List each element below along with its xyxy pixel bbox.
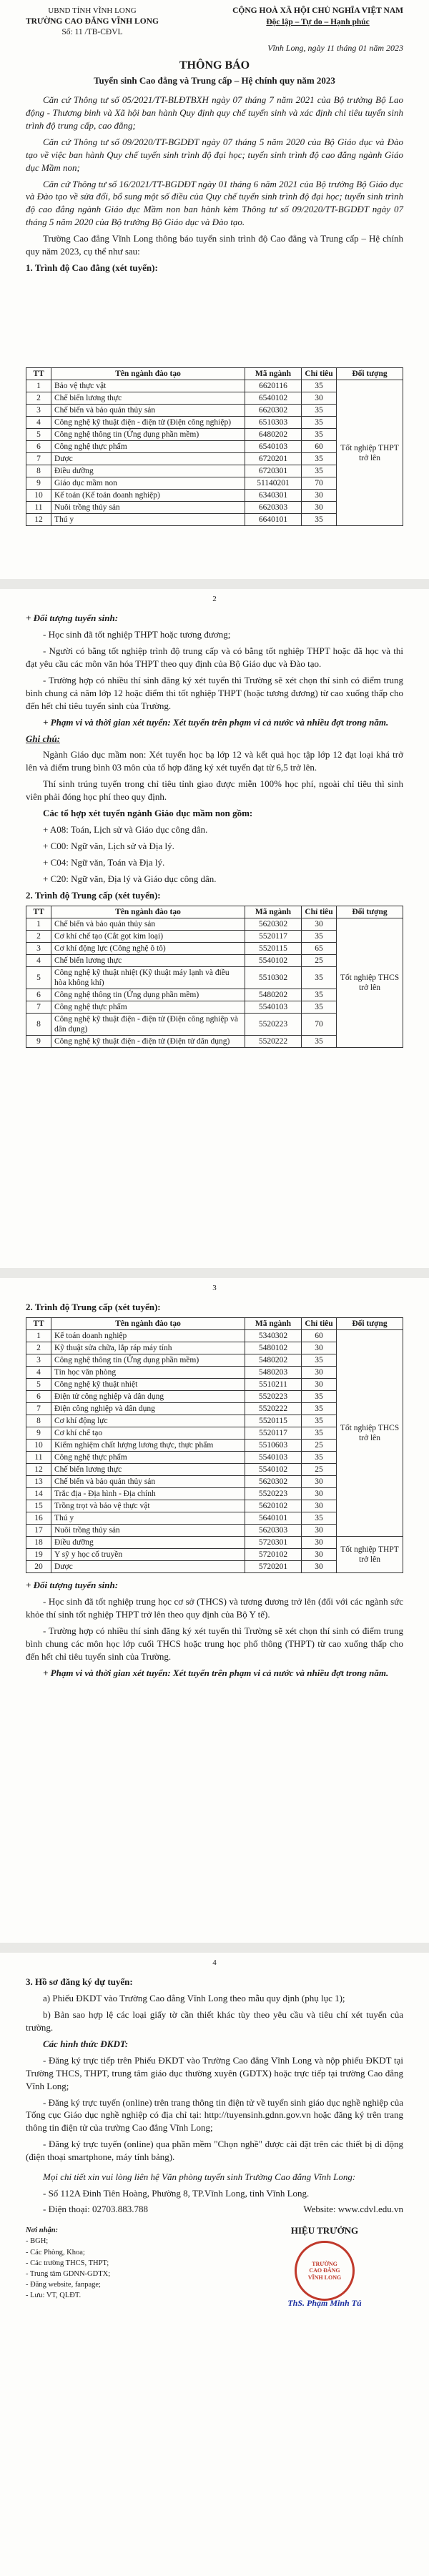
scope-line: + Phạm vi và thời gian xét tuyển: Xét tuyển trên phạm vi cả nước và nhiều đợt trong năm. [43,716,389,728]
page-2 [0,589,429,1268]
cell-code: 5520115 [245,1415,302,1427]
cell-major: Chế biến và bảo quản thủy sản [51,918,245,930]
cell-code: 5540102 [245,954,302,966]
cell-tt: 8 [26,1013,51,1035]
recipients-block [26,2225,110,2309]
method-3: - Đăng ký trực tuyến (online) qua phần mềm "Chọn nghề" được cài đặt trên các thiết bị di động (điện thoại smartphone, máy tính bảng). [26,2139,403,2163]
cell-quota: 60 [302,441,337,453]
cell-tt: 8 [26,1415,51,1427]
cell-quota: 25 [302,1440,337,1452]
cell-quota: 30 [302,1367,337,1379]
eligibility-1: - Học sinh đã tốt nghiệp trung học cơ sở (THCS) và tương đương trở lên (đối với các ngành sức khỏe thí sinh tốt nghiệp THPT trở lên theo quy định của Bộ Y tế). [26,1596,403,1620]
cell-tt: 6 [26,1391,51,1403]
cell-quota: 35 [302,1415,337,1427]
signer-block [246,2225,403,2309]
cell-code: 5480102 [245,1342,302,1354]
note-1: Ngành Giáo dục mầm non: Xét tuyển học bạ lớp 12 và kết quả học tập lớp 12 đạt loại khá trở lên và điểm trung bình 03 môn của tổ hợp đăng ký xét tuyển đạt từ 6,5 trở lên. [26,749,403,773]
table-row [26,380,403,392]
cell-quota: 35 [302,966,337,989]
cell-major: Bảo vệ thực vật [51,380,245,392]
col-quota: Chỉ tiêu [302,906,337,918]
cell-tt: 10 [26,1440,51,1452]
cell-tt: 4 [26,417,51,429]
table-row [26,1329,403,1342]
cell-major: Công nghệ kỹ thuật nhiệt (Kỹ thuật máy lạnh và điều hòa không khí) [51,966,245,989]
cell-tt: 8 [26,465,51,477]
document-number: Số: 11 /TB-CĐVL [61,28,123,37]
method-2: - Đăng ký trực tuyến (online) trên trang thông tin điện tử về tuyển sinh giáo dục nghề nghiệp của Tổng cục Giáo dục nghề nghiệp có địa chỉ tại: http://tuyensinh.gdnn.gov.vn hoặc đăng ký trên trang thông tin điện tử của trường Cao đẳng Vĩnh Long; [26,2096,403,2134]
cell-quota: 35 [302,453,337,465]
cell-major: Công nghệ kỹ thuật điện - điện tử (Điện tử dân dụng) [51,1035,245,1047]
cell-tt: 9 [26,1427,51,1440]
eligibility-3: - Trường hợp có nhiều thí sinh đăng ký xét tuyển thì Trường sẽ xét chọn thí sinh có điểm trung bình chung cả năm lớp 12 hoặc điểm thi tốt nghiệp THPT (hoặc tương đương) từ cao xuống thấp cho đến hết chỉ tiêu tuyển sinh của Trường. [26,674,403,711]
page-1-table [0,365,429,579]
eligibility-heading: + Đối tượng tuyển sinh: [26,613,119,623]
legal-basis-3: Căn cứ Thông tư số 16/2021/TT-BGDĐT ngày 01 tháng 6 năm 2021 của Bộ trưởng Bộ Giáo dục và Đào tạo về sửa đổi, bổ sung một số điều của Quy chế tuyển sinh trình độ đại học; tuyển sinh trình độ cao đẳng ngành Giáo dục Mầm non ban hành kèm Thông tư số 09/2020/TT-BGDĐT ngày 07 tháng 5 năm 2020 của Bộ trưởng Bộ Giáo dục và Đào tạo. [26,178,403,228]
cell-code: 6340301 [245,490,302,502]
cell-code: 6540102 [245,392,302,405]
cell-code: 5620102 [245,1500,302,1512]
cell-tt: 7 [26,1001,51,1013]
recipient-item: - Lưu: VT, QLĐT. [26,2292,82,2300]
legal-basis-2: Căn cứ Thông tư số 09/2020/TT-BGDĐT ngày 07 tháng 5 năm 2020 của Bộ Giáo dục và Đào tạo về việc ban hành Quy chế tuyển sinh trình độ đại học; tuyển sinh trình độ cao đẳng ngành Giáo dục Mầm non; [26,136,403,173]
cell-target: Tốt nghiệp THCS trở lên [337,918,403,1047]
col-major: Tên ngành đào tạo [51,1317,245,1329]
cell-tt: 10 [26,490,51,502]
section-2-heading: 2. Trình độ Trung cấp (xét tuyển): [26,889,161,901]
cell-major: Cơ khí động lực (Công nghệ ô tô) [51,942,245,954]
eligibility-2: - Trường hợp có nhiều thí sinh đăng ký xét tuyển thì Trường sẽ xét chọn thí sinh có điểm trung bình chung các môn học lớp cuối THCS hoặc trung học phổ thông (THPT) từ cao xuống thấp cho đến hết chỉ tiêu tuyển sinh của Trường. [26,1625,403,1662]
cell-quota: 35 [302,380,337,392]
cell-major: Tin học văn phòng [51,1367,245,1379]
cell-code: 5520223 [245,1488,302,1500]
cell-major: Nuôi trồng thủy sản [51,502,245,514]
cell-major: Điện tử công nghiệp và dân dụng [51,1391,245,1403]
cell-tt: 1 [26,380,51,392]
contact-row [26,2204,403,2215]
cell-quota: 30 [302,1549,337,1561]
cell-code: 5620303 [245,1525,302,1537]
cell-code: 6720201 [245,453,302,465]
cell-quota: 30 [302,392,337,405]
cell-major: Công nghệ thông tin (Ứng dụng phần mềm) [51,1354,245,1366]
cell-quota: 35 [302,1403,337,1415]
cell-tt: 6 [26,989,51,1001]
cell-major: Chế biến lương thực [51,954,245,966]
cell-code: 5720102 [245,1549,302,1561]
col-tt: TT [26,906,51,918]
cell-quota: 30 [302,1488,337,1500]
combos-heading: Các tổ hợp xét tuyển ngành Giáo dục mầm non gồm: [43,808,253,819]
cell-quota: 70 [302,1013,337,1035]
cell-code: 5480202 [245,1354,302,1366]
cell-code: 6510303 [245,417,302,429]
cell-major: Giáo dục mầm non [51,477,245,490]
col-code: Mã ngành [245,906,302,918]
signature-area [26,2225,403,2309]
cell-tt: 1 [26,1329,51,1342]
recipient-item: - Đăng website, fanpage; [26,2281,101,2289]
cell-major: Dược [51,1561,245,1573]
col-tt: TT [26,368,51,380]
cell-major: Công nghệ thực phẩm [51,1001,245,1013]
combo-item: + C20: Ngữ văn, Địa lý và Giáo dục công dân. [43,873,217,884]
page-number: 2 [212,595,217,603]
cell-quota: 35 [302,1427,337,1440]
issuer-org: UBND TỈNH VĨNH LONG [48,6,137,15]
cell-quota: 35 [302,1354,337,1366]
col-target: Đối tượng [337,1317,403,1329]
signer-name: ThS. Phạm Minh Tú [287,2298,362,2309]
document-header [26,6,403,39]
section-2-heading-cont: 2. Trình độ Trung cấp (xét tuyển): [26,1302,161,1312]
contact-website[interactable]: Website: www.cdvl.edu.vn [303,2204,403,2215]
cell-tt: 5 [26,1379,51,1391]
nation-block [232,6,403,39]
recipients-heading: Nơi nhận: [26,2226,59,2235]
cell-quota: 30 [302,490,337,502]
page-number: 3 [212,1284,217,1292]
cell-code: 5520223 [245,1391,302,1403]
cell-major: Kiểm nghiệm chất lượng lương thực, thực phẩm [51,1440,245,1452]
cell-tt: 13 [26,1476,51,1488]
cell-quota: 30 [302,1561,337,1573]
cell-major: Công nghệ kỹ thuật nhiệt [51,1379,245,1391]
cell-major: Kế toán (Kế toán doanh nghiệp) [51,490,245,502]
cell-quota: 35 [302,1452,337,1464]
cell-major: Thú y [51,1512,245,1525]
cell-tt: 2 [26,930,51,942]
cell-tt: 16 [26,1512,51,1525]
cell-major: Điện công nghiệp và dân dụng [51,1403,245,1415]
cell-code: 6540103 [245,441,302,453]
school-seal: TRƯỜNG CAO ĐẲNG VĨNH LONG [295,2241,355,2301]
cell-major: Kế toán doanh nghiệp [51,1329,245,1342]
contact-address: - Số 112A Đinh Tiên Hoàng, Phường 8, TP.Vĩnh Long, tỉnh Vĩnh Long. [43,2188,310,2199]
note-heading: Ghi chú: [26,733,61,744]
cell-major: Cơ khí động lực [51,1415,245,1427]
cell-quota: 35 [302,930,337,942]
note-2: Thí sinh trúng tuyển trong chỉ tiêu tỉnh giao được miễn 100% học phí, ngoài chỉ tiêu thì sinh viên phải đóng học phí theo quy định. [26,778,403,803]
cell-tt: 3 [26,405,51,417]
cell-target: Tốt nghiệp THPT trở lên [337,380,403,526]
cell-major: Chế biến lương thực [51,392,245,405]
col-quota: Chỉ tiêu [302,1317,337,1329]
college-majors-table [26,367,403,526]
cell-tt: 9 [26,1035,51,1047]
cell-tt: 5 [26,966,51,989]
cell-tt: 17 [26,1525,51,1537]
eligibility-2: - Người có bằng tốt nghiệp trình độ trung cấp và có bằng tốt nghiệp THPT hoặc đã học và thi đạt yêu cầu các môn văn hóa THPT theo quy định của Bộ Giáo dục và Đào tạo. [26,645,403,669]
cell-quota: 25 [302,954,337,966]
combo-item: + A08: Toán, Lịch sử và Giáo dục công dân. [43,824,208,836]
cell-tt: 2 [26,1342,51,1354]
cell-code: 6620303 [245,502,302,514]
page-gap [0,1268,429,1278]
cell-code: 5620302 [245,1476,302,1488]
combo-item: + C00: Ngữ văn, Lịch sử và Địa lý. [43,841,174,852]
issuer-school: TRƯỜNG CAO ĐẲNG VĨNH LONG [26,16,159,26]
cell-quota: 35 [302,429,337,441]
cell-target: Tốt nghiệp THCS trở lên [337,1329,403,1536]
cell-tt: 7 [26,453,51,465]
cell-quota: 65 [302,942,337,954]
cell-code: 5520117 [245,1427,302,1440]
cell-major: Nuôi trồng thủy sản [51,1525,245,1537]
cell-major: Y sỹ y học cổ truyền [51,1549,245,1561]
cell-quota: 35 [302,989,337,1001]
cell-tt: 2 [26,392,51,405]
cell-major: Chế biến và bảo quản thủy sản [51,1476,245,1488]
cell-tt: 14 [26,1488,51,1500]
issuer-block [26,6,159,39]
cell-quota: 30 [302,1476,337,1488]
date-line: Vĩnh Long, ngày 11 tháng 01 năm 2023 [267,42,403,53]
page-1 [0,0,429,365]
cell-tt: 5 [26,429,51,441]
cell-major: Điều dưỡng [51,1537,245,1549]
recipient-item: - Trung tâm GDNN-GDTX; [26,2269,111,2278]
cell-code: 5340302 [245,1329,302,1342]
col-tt: TT [26,1317,51,1329]
cell-quota: 30 [302,502,337,514]
recipients-list [26,2236,110,2301]
intro-paragraph: Trường Cao đẳng Vĩnh Long thông báo tuyển sinh trình độ Cao đẳng và Trung cấp – Hệ chính quy năm 2023, cụ thể như sau: [26,233,403,257]
col-code: Mã ngành [245,368,302,380]
table-row [26,918,403,930]
cell-quota: 30 [302,1379,337,1391]
col-code: Mã ngành [245,1317,302,1329]
cell-quota: 35 [302,514,337,526]
cell-major: Chế biến và bảo quản thủy sản [51,405,245,417]
cell-quota: 70 [302,477,337,490]
cell-major: Công nghệ kỹ thuật điện - điện tử (Điện công nghiệp) [51,417,245,429]
cell-quota: 35 [302,1001,337,1013]
dossier-item-b: b) Bản sao hợp lệ các loại giấy tờ cần thiết khác tùy theo yêu cầu và tiêu chí xét tuyển của trường. [26,2008,403,2033]
methods-heading: Các hình thức ĐKDT: [43,2038,129,2049]
cell-quota: 35 [302,405,337,417]
eligibility-heading: + Đối tượng tuyển sinh: [26,1580,119,1591]
cell-quota: 30 [302,1537,337,1549]
cell-code: 6720301 [245,465,302,477]
combo-item: + C04: Ngữ văn, Toán và Địa lý. [43,857,165,868]
recipient-item: - Các trường THCS, THPT; [26,2259,109,2267]
page-3 [0,1278,429,1943]
cell-major: Kỹ thuật sửa chữa, lắp ráp máy tính [51,1342,245,1354]
cell-code: 5520222 [245,1403,302,1415]
col-target: Đối tượng [337,906,403,918]
col-target: Đối tượng [337,368,403,380]
cell-code: 5520117 [245,930,302,942]
cell-tt: 11 [26,502,51,514]
cell-quota: 35 [302,1391,337,1403]
cell-code: 51140201 [245,477,302,490]
cell-code: 5510211 [245,1379,302,1391]
eligibility-1: - Học sinh đã tốt nghiệp THPT hoặc tương đương; [43,628,231,640]
cell-major: Cơ khí chế tạo [51,1427,245,1440]
cell-code: 5480203 [245,1367,302,1379]
cell-tt: 1 [26,918,51,930]
combos-list [26,823,403,886]
cell-major: Công nghệ thông tin (Ứng dụng phần mềm) [51,989,245,1001]
legal-basis-1: Căn cứ Thông tư số 05/2021/TT-BLĐTBXH ngày 07 tháng 7 năm 2021 của Bộ trưởng Bộ Lao động - Thương binh và Xã hội ban hành Quy định quy chế tuyển sinh và xác định chỉ tiêu tuyển sinh trình độ trung cấp, cao đẳng; [26,94,403,131]
doc-subtitle: Tuyển sinh Cao đẳng và Trung cấp – Hệ chính quy năm 2023 [94,74,335,86]
cell-major: Điều dưỡng [51,465,245,477]
cell-major: Thú y [51,514,245,526]
cell-code: 5640101 [245,1512,302,1525]
recipient-item: - BGH; [26,2237,49,2246]
cell-major: Công nghệ thực phẩm [51,441,245,453]
cell-tt: 19 [26,1549,51,1561]
doc-title: THÔNG BÁO [179,59,250,71]
cell-tt: 6 [26,441,51,453]
method-1: - Đăng ký trực tiếp trên Phiếu ĐKDT vào Trường Cao đẳng Vĩnh Long và nộp phiếu ĐKDT tại Trường THCS, THPT, trung tâm giáo dục thường xuyên (GDTX) hoặc trực tiếp tại trường Cao đẳng Vĩnh Long; [26,2054,403,2091]
recipient-item: - Các Phòng, Khoa; [26,2248,85,2257]
nation-name: CỘNG HOÀ XÃ HỘI CHỦ NGHĨA VIỆT NAM [232,6,403,15]
cell-major: Trắc địa - Địa hình - Địa chính [51,1488,245,1500]
cell-quota: 30 [302,918,337,930]
cell-code: 5620302 [245,918,302,930]
col-major: Tên ngành đào tạo [51,906,245,918]
cell-quota: 35 [302,1035,337,1047]
cell-major: Chế biến lương thực [51,1464,245,1476]
cell-tt: 12 [26,1464,51,1476]
cell-tt: 9 [26,477,51,490]
contact-phone: - Điện thoại: 02703.883.788 [43,2204,148,2215]
cell-tt: 3 [26,942,51,954]
cell-code: 6640101 [245,514,302,526]
cell-major: Dược [51,453,245,465]
cell-quota: 30 [302,1525,337,1537]
page-4 [0,1953,429,2576]
page-gap [0,579,429,589]
vocational-majors-table-2 [26,1317,403,1573]
page-number: 4 [212,1958,217,1967]
section-1-heading: 1. Trình độ Cao đẳng (xét tuyển): [26,262,158,274]
cell-tt: 18 [26,1537,51,1549]
cell-code: 5540102 [245,1464,302,1476]
cell-major: Trồng trọt và bảo vệ thực vật [51,1500,245,1512]
cell-tt: 7 [26,1403,51,1415]
cell-quota: 35 [302,1512,337,1525]
cell-code: 5540103 [245,1452,302,1464]
cell-tt: 20 [26,1561,51,1573]
cell-tt: 15 [26,1500,51,1512]
cell-code: 6620302 [245,405,302,417]
scope-line: + Phạm vi và thời gian xét tuyển: Xét tuyển trên phạm vi cả nước và nhiều đợt trong năm. [43,1667,389,1678]
col-quota: Chỉ tiêu [302,368,337,380]
cell-quota: 30 [302,1342,337,1354]
cell-code: 5540103 [245,1001,302,1013]
cell-tt: 12 [26,514,51,526]
cell-quota: 60 [302,1329,337,1342]
vocational-majors-table-1 [26,906,403,1048]
cell-code: 5510302 [245,966,302,989]
cell-quota: 25 [302,1464,337,1476]
cell-target: Tốt nghiệp THPT trở lên [337,1537,403,1573]
cell-quota: 35 [302,465,337,477]
dossier-item-a: a) Phiếu ĐKDT vào Trường Cao đẳng Vĩnh Long theo mẫu quy định (phụ lục 1); [43,1992,345,2003]
cell-major: Cơ khí chế tạo (Cắt gọt kim loại) [51,930,245,942]
cell-major: Công nghệ thực phẩm [51,1452,245,1464]
nation-motto: Độc lập – Tự do – Hạnh phúc [266,17,370,26]
contact-heading: Mọi chi tiết xin vui lòng liên hệ Văn phòng tuyển sinh Trường Cao đẳng Vĩnh Long: [43,2171,356,2183]
col-major: Tên ngành đào tạo [51,368,245,380]
cell-code: 5720301 [245,1537,302,1549]
cell-code: 6480202 [245,429,302,441]
cell-tt: 4 [26,1367,51,1379]
cell-quota: 30 [302,1500,337,1512]
cell-code: 5480202 [245,989,302,1001]
page-gap [0,1943,429,1953]
cell-code: 6620116 [245,380,302,392]
cell-code: 5510603 [245,1440,302,1452]
cell-tt: 11 [26,1452,51,1464]
cell-code: 5520222 [245,1035,302,1047]
cell-code: 5520223 [245,1013,302,1035]
signer-role: HIỆU TRƯỞNG [290,2225,359,2236]
cell-quota: 35 [302,417,337,429]
cell-major: Công nghệ kỹ thuật điện - điện tử (Điện công nghiệp và dân dụng) [51,1013,245,1035]
table-row [26,1537,403,1549]
cell-tt: 4 [26,954,51,966]
cell-major: Công nghệ thông tin (Ứng dụng phần mềm) [51,429,245,441]
cell-code: 5720201 [245,1561,302,1573]
section-3-heading: 3. Hồ sơ đăng ký dự tuyển: [26,1976,133,1987]
cell-code: 5520115 [245,942,302,954]
cell-tt: 3 [26,1354,51,1366]
